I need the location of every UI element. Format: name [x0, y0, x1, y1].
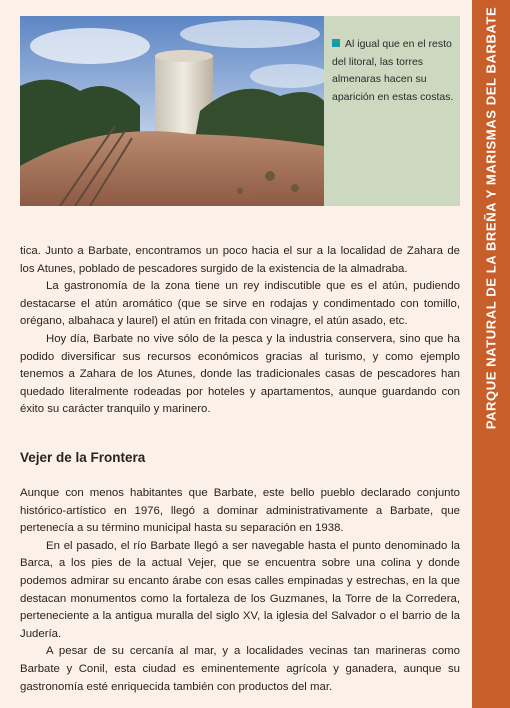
- sidebar-title: PARQUE NATURAL DE LA BREÑA Y MARISMAS DEL BARBATE: [483, 6, 499, 430]
- paragraph: En el pasado, el río Barbate llegó a ser navegable hasta el punto denominado la Barca, a los pies de la actual Vejer, que se encuentra sobre una colina y donde podemos admirar su encanto árabe con esas calles empinadas y estrechas, en la que destacan monumentos como la fortaleza de los Guzmanes, la Torre de la Corredera, perteneciente a la antigua muralla del siglo XV, la iglesia del Salvador o el barrio de la Judería.: [20, 539, 460, 640]
- watchtower-photo: [20, 16, 324, 206]
- paragraph: Aunque con menos habitantes que Barbate, este bello pueblo declarado conjunto histórico-artístico en 1976, llegó a dominar administrativamente a Barbate, que pertenecía a su término municipal hasta su separación en 1938.: [20, 487, 460, 535]
- paragraph: Hoy día, Barbate no vive sólo de la pesca y la industria conservera, sino que ha podido diversificar sus recursos económicos gracias al turismo, y como ejemplo tenemos a Zahara de los Atunes, donde las tradicionales casas de pescadores han quedado literalmente rodeadas por hoteles y apartamentos, aunque guardando con éxito su carácter tranquilo y marinero.: [20, 332, 460, 416]
- photo-caption: [332, 36, 454, 106]
- section-heading: Vejer de la Frontera: [20, 450, 146, 465]
- caption-bullet-icon: [332, 39, 340, 47]
- paragraph: La gastronomía de la zona tiene un rey indiscutible que es el atún, pudiendo destacarse el atún aromático (que se sirve en rodajas y condimentado con tomillo, orégano, albahaca y laurel) el atún en fritada con vinagre, el atún asado, etc.: [20, 280, 460, 328]
- section-sidebar: [472, 0, 510, 708]
- watchtower-illustration: [20, 16, 324, 206]
- paragraph: tica. Junto a Barbate, encontramos un poco hacia el sur a la localidad de Zahara de los Atunes, poblado de pescadores surgido de la existencia de la almadraba.: [20, 245, 460, 275]
- paragraph: A pesar de su cercanía al mar, y a localidades vecinas tan marineras como Barbate y Conil, esta ciudad es eminentemente agrícola y ganadera, aunque su gastronomía esté enriquecida también con productos del mar.: [20, 645, 460, 693]
- section-text: [20, 485, 460, 696]
- photo-caption-panel: [20, 16, 460, 206]
- caption-text: Al igual que en el resto del litoral, las torres almenaras hacen su aparición en estas costas.: [332, 38, 454, 103]
- intro-text: [20, 243, 460, 419]
